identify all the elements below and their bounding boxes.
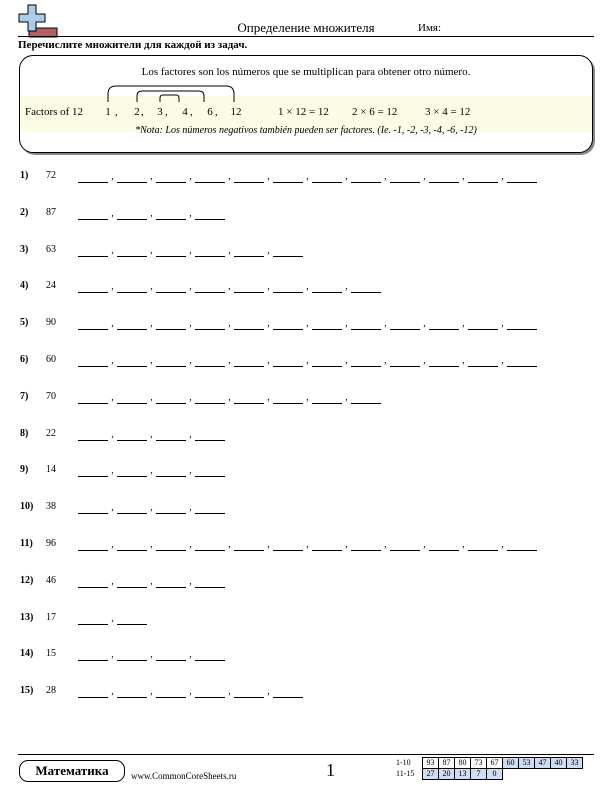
problem-row [0,538,612,558]
problem-label: 11) [20,538,33,549]
blank-separator: , [111,502,114,514]
problem-number: 14 [46,464,56,476]
blank-separator: , [462,355,465,366]
blank-separator: , [306,391,309,403]
answer-blank[interactable] [390,354,420,367]
blank-separator: , [501,539,504,550]
answer-blanks [78,685,303,699]
score-key-value: 67 [487,758,503,769]
problem-row [0,244,612,264]
answer-blank[interactable] [234,280,264,293]
blank-separator: , [228,244,231,256]
answer-blank[interactable] [312,280,342,293]
example-comma: , [115,106,118,118]
answer-blank[interactable] [195,501,225,514]
blank-separator: , [150,686,153,698]
answer-blank[interactable] [117,464,147,477]
blank-separator: , [111,171,114,182]
blank-separator: , [423,318,426,330]
blank-separator: , [462,539,465,550]
answer-blank[interactable] [78,464,108,477]
answer-blank[interactable] [195,280,225,293]
answer-blanks [78,575,225,589]
example-pair: 1 × 12 = 12 [278,106,329,118]
score-key-row [396,758,583,769]
blank-separator: , [111,465,114,477]
answer-blank[interactable] [78,428,108,441]
example-factor: 3 [157,106,163,118]
problem-number: 24 [46,280,56,292]
problem-number: 22 [46,427,56,439]
answer-blank[interactable] [156,648,186,661]
answer-blank[interactable] [78,280,108,293]
problem-label: 2) [20,206,29,218]
blank-separator: , [111,318,114,330]
answer-blanks [78,538,537,552]
answer-blank[interactable] [351,391,381,404]
problem-label: 8) [20,427,29,439]
answer-blank[interactable] [273,244,303,257]
brand-badge: Математика [19,760,125,782]
problem-row [0,501,612,521]
blank-separator: , [345,171,348,182]
answer-blank[interactable] [156,207,186,220]
problem-label: 1) [20,170,29,181]
answer-blank[interactable] [351,354,381,367]
score-key-value: 40 [551,758,567,769]
blank-separator: , [501,171,504,182]
blank-separator: , [150,318,153,330]
problem-row [0,575,612,595]
answer-blank[interactable] [429,170,459,183]
blank-separator: , [111,649,114,661]
answer-blank[interactable] [195,207,225,220]
blank-separator: , [150,207,153,219]
answer-blank[interactable] [468,170,498,183]
blank-separator: , [423,539,426,550]
answer-blanks [78,244,303,258]
blank-separator: , [345,281,348,293]
answer-blank[interactable] [156,685,186,698]
example-comma: , [215,106,218,118]
answer-blank[interactable] [234,317,264,330]
answer-blank[interactable] [312,354,342,367]
answer-blank[interactable] [468,317,498,330]
answer-blank[interactable] [117,170,147,183]
answer-blank[interactable] [234,244,264,257]
answer-blank[interactable] [117,685,147,698]
example-box [19,55,593,153]
answer-blank[interactable] [234,685,264,698]
problem-label: 15) [20,685,34,697]
answer-blank[interactable] [468,354,498,367]
blank-separator: , [384,539,387,550]
answer-blank[interactable] [351,538,381,551]
blank-separator: , [384,318,387,330]
blank-separator: , [501,318,504,330]
answer-blank[interactable] [468,538,498,551]
answer-blank[interactable] [195,391,225,404]
answer-blank[interactable] [156,280,186,293]
blank-separator: , [189,355,192,366]
score-key-value: 60 [503,758,519,769]
answer-blank[interactable] [78,501,108,514]
blank-separator: , [189,207,192,219]
name-label: Имя: [418,22,442,34]
blank-separator: , [189,244,192,256]
problem-number: 15 [46,648,56,660]
example-factor: 12 [230,106,242,118]
example-comma: , [165,106,168,118]
example-pair: 2 × 6 = 12 [352,106,398,118]
blank-separator: , [267,171,270,182]
blank-separator: , [189,465,192,477]
problem-label: 6) [20,354,29,365]
problem-label: 3) [20,243,29,255]
problem-number: 90 [46,317,56,329]
answer-blank[interactable] [78,391,108,404]
blank-separator: , [150,649,153,661]
example-comma: , [141,106,144,118]
page-title: Определение множителя [237,20,375,35]
answer-blank[interactable] [78,538,108,551]
problem-row [0,464,612,484]
answer-blank[interactable] [312,170,342,183]
answer-blank[interactable] [429,538,459,551]
answer-blank[interactable] [273,391,303,404]
answer-blank[interactable] [390,538,420,551]
blank-separator: , [150,539,153,550]
example-factor: 4 [182,106,188,118]
answer-blank[interactable] [312,317,342,330]
answer-blank[interactable] [117,648,147,661]
blank-separator: , [267,539,270,550]
answer-blank[interactable] [429,317,459,330]
answer-blank[interactable] [273,685,303,698]
problem-number: 38 [46,501,56,513]
example-factor: 2 [134,106,140,118]
blank-separator: , [345,355,348,366]
blank-separator: , [111,281,114,293]
answer-blank[interactable] [117,575,147,588]
score-key-value: 47 [535,758,551,769]
blank-separator: , [228,281,231,293]
answer-blank[interactable] [507,538,537,551]
answer-blank[interactable] [273,170,303,183]
blank-separator: , [228,539,231,550]
blank-separator: , [306,281,309,293]
answer-blank[interactable] [195,575,225,588]
answer-blanks [78,464,225,478]
problem-number: 70 [46,390,56,402]
blank-separator: , [189,281,192,293]
answer-blank[interactable] [156,244,186,257]
answer-blank[interactable] [78,612,108,625]
blank-separator: , [189,171,192,182]
blank-separator: , [111,428,114,440]
website-text: www.CommonCoreSheets.ru [131,771,237,781]
answer-blank[interactable] [507,317,537,330]
answer-blank[interactable] [117,428,147,441]
blank-separator: , [111,612,114,624]
blank-separator: , [267,318,270,330]
example-factor: 1 [105,106,111,118]
answer-blank[interactable] [351,317,381,330]
answer-blank[interactable] [156,428,186,441]
blank-separator: , [150,355,153,366]
problem-number: 17 [46,611,56,623]
problem-row [0,685,612,705]
blank-separator: , [189,649,192,661]
answer-blank[interactable] [234,354,264,367]
problem-row [0,612,612,632]
problem-label: 5) [20,317,29,329]
blank-separator: , [462,171,465,182]
problem-row [0,317,612,337]
answer-blank[interactable] [117,612,147,625]
answer-blanks [78,428,225,442]
blank-separator: , [267,355,270,366]
blank-separator: , [150,428,153,440]
problem-number: 63 [46,243,56,255]
answer-blank[interactable] [156,464,186,477]
answer-blanks [78,648,225,662]
answer-blank[interactable] [78,317,108,330]
score-key-value: 33 [567,758,583,769]
answer-blank[interactable] [78,575,108,588]
answer-blank[interactable] [156,317,186,330]
answer-blank[interactable] [195,428,225,441]
score-key-value: 27 [423,769,439,780]
blank-separator: , [384,171,387,182]
score-key-value: 7 [471,769,487,780]
answer-blank[interactable] [156,170,186,183]
score-key-value: 20 [439,769,455,780]
header-divider [18,36,594,37]
footer-divider [18,754,594,755]
answer-blank[interactable] [195,354,225,367]
blank-separator: , [267,244,270,256]
blank-separator: , [189,391,192,403]
answer-blank[interactable] [78,354,108,367]
problem-row [0,391,612,411]
blank-separator: , [150,502,153,514]
answer-blanks [78,391,381,405]
example-pair: 3 × 4 = 12 [425,106,471,118]
blank-separator: , [501,355,504,366]
score-key-value: 0 [487,769,503,780]
blank-separator: , [228,391,231,403]
blank-separator: , [345,539,348,550]
answer-blanks [78,317,537,331]
blank-separator: , [423,355,426,366]
answer-blank[interactable] [273,317,303,330]
blank-separator: , [384,355,387,366]
answer-blank[interactable] [351,280,381,293]
answer-blank[interactable] [234,170,264,183]
answer-blank[interactable] [156,501,186,514]
blank-separator: , [150,575,153,587]
score-key-value: 53 [519,758,535,769]
score-key-value: 73 [471,758,487,769]
blank-separator: , [267,281,270,293]
answer-blank[interactable] [78,170,108,183]
score-key-range: 11-15 [396,769,415,778]
answer-blank[interactable] [156,575,186,588]
problem-number: 46 [46,574,56,586]
blank-separator: , [111,391,114,403]
problem-label: 12) [20,574,34,586]
answer-blanks [78,354,537,368]
score-key-value: 87 [439,758,455,769]
answer-blank[interactable] [117,207,147,220]
blank-separator: , [267,391,270,403]
negative-factors-note: *Nota: Los números negativos también pueden ser factores. (Ie. -1, -2, -3, -4, -6, -12) [135,125,477,136]
blank-separator: , [150,391,153,403]
answer-blank[interactable] [117,391,147,404]
answer-blanks [78,501,225,515]
answer-blank[interactable] [429,354,459,367]
blank-separator: , [228,355,231,366]
answer-blank[interactable] [117,354,147,367]
blank-separator: , [228,318,231,330]
answer-blank[interactable] [273,354,303,367]
factor-pair-brackets [20,56,592,152]
blank-separator: , [189,686,192,698]
answer-blank[interactable] [312,538,342,551]
blank-separator: , [345,391,348,403]
blank-separator: , [111,686,114,698]
answer-blank[interactable] [195,170,225,183]
blank-separator: , [306,318,309,330]
answer-blank[interactable] [117,280,147,293]
blank-separator: , [150,281,153,293]
problem-number: 96 [46,538,56,549]
blank-separator: , [228,171,231,182]
blank-separator: , [111,244,114,256]
answer-blank[interactable] [312,391,342,404]
factors-label: Factors of 12 [25,106,84,118]
blank-separator: , [228,686,231,698]
blank-separator: , [189,539,192,550]
answer-blanks [78,207,225,221]
blank-separator: , [306,539,309,550]
blank-separator: , [189,318,192,330]
answer-blanks [78,280,381,294]
blank-separator: , [267,686,270,698]
example-factor: 6 [207,106,213,118]
page-number: 1 [326,760,335,780]
answer-blank[interactable] [195,464,225,477]
problem-row [0,207,612,227]
problem-label: 14) [20,648,34,660]
answer-blank[interactable] [117,538,147,551]
answer-blank[interactable] [390,317,420,330]
score-key-value: 93 [423,758,439,769]
problem-number: 60 [46,354,56,365]
problem-number: 28 [46,685,56,697]
score-key-value: 13 [455,769,471,780]
answer-blank[interactable] [78,685,108,698]
blank-separator: , [111,355,114,366]
blank-separator: , [111,207,114,219]
problem-label: 10) [20,501,34,513]
answer-blanks [78,612,147,626]
answer-blank[interactable] [273,538,303,551]
blank-separator: , [189,575,192,587]
answer-blank[interactable] [273,280,303,293]
score-key [396,757,583,780]
blank-separator: , [111,575,114,587]
blank-separator: , [189,428,192,440]
answer-blank[interactable] [390,170,420,183]
problem-row [0,280,612,300]
answer-blank[interactable] [234,391,264,404]
answer-blank[interactable] [78,648,108,661]
answer-blank[interactable] [117,244,147,257]
answer-blank[interactable] [195,648,225,661]
blank-separator: , [462,318,465,330]
answer-blank[interactable] [234,538,264,551]
answer-blank[interactable] [78,207,108,220]
example-comma: , [190,106,193,118]
blank-separator: , [150,171,153,182]
score-key-value: 80 [455,758,471,769]
score-key-row [396,769,583,780]
problem-label: 7) [20,390,29,402]
problem-label: 9) [20,464,29,476]
problem-row [0,648,612,668]
answer-blanks [78,170,537,184]
problem-row [0,170,612,190]
answer-blank[interactable] [507,170,537,183]
problem-row [0,354,612,374]
score-key-range: 1-10 [396,758,411,767]
definition-text: Los factores son los números que se multiplican para obtener otro número. [141,66,471,78]
answer-blank[interactable] [351,170,381,183]
blank-separator: , [306,171,309,182]
answer-blank[interactable] [195,538,225,551]
answer-blank[interactable] [156,354,186,367]
problem-row [0,428,612,448]
answer-blank[interactable] [78,244,108,257]
instructions: Перечислите множители для каждой из задач. [18,39,248,51]
answer-blank[interactable] [195,317,225,330]
answer-blank[interactable] [507,354,537,367]
answer-blank[interactable] [195,685,225,698]
answer-blank[interactable] [117,317,147,330]
blank-separator: , [150,465,153,477]
problem-number: 87 [46,206,56,218]
answer-blank[interactable] [195,244,225,257]
answer-blank[interactable] [117,501,147,514]
blank-separator: , [111,539,114,550]
blank-separator: , [150,244,153,256]
answer-blank[interactable] [156,391,186,404]
blank-separator: , [423,171,426,182]
blank-separator: , [306,355,309,366]
problem-label: 4) [20,280,29,292]
answer-blank[interactable] [156,538,186,551]
blank-separator: , [189,502,192,514]
blank-separator: , [345,318,348,330]
problem-number: 72 [46,170,56,181]
problem-label: 13) [20,611,34,623]
